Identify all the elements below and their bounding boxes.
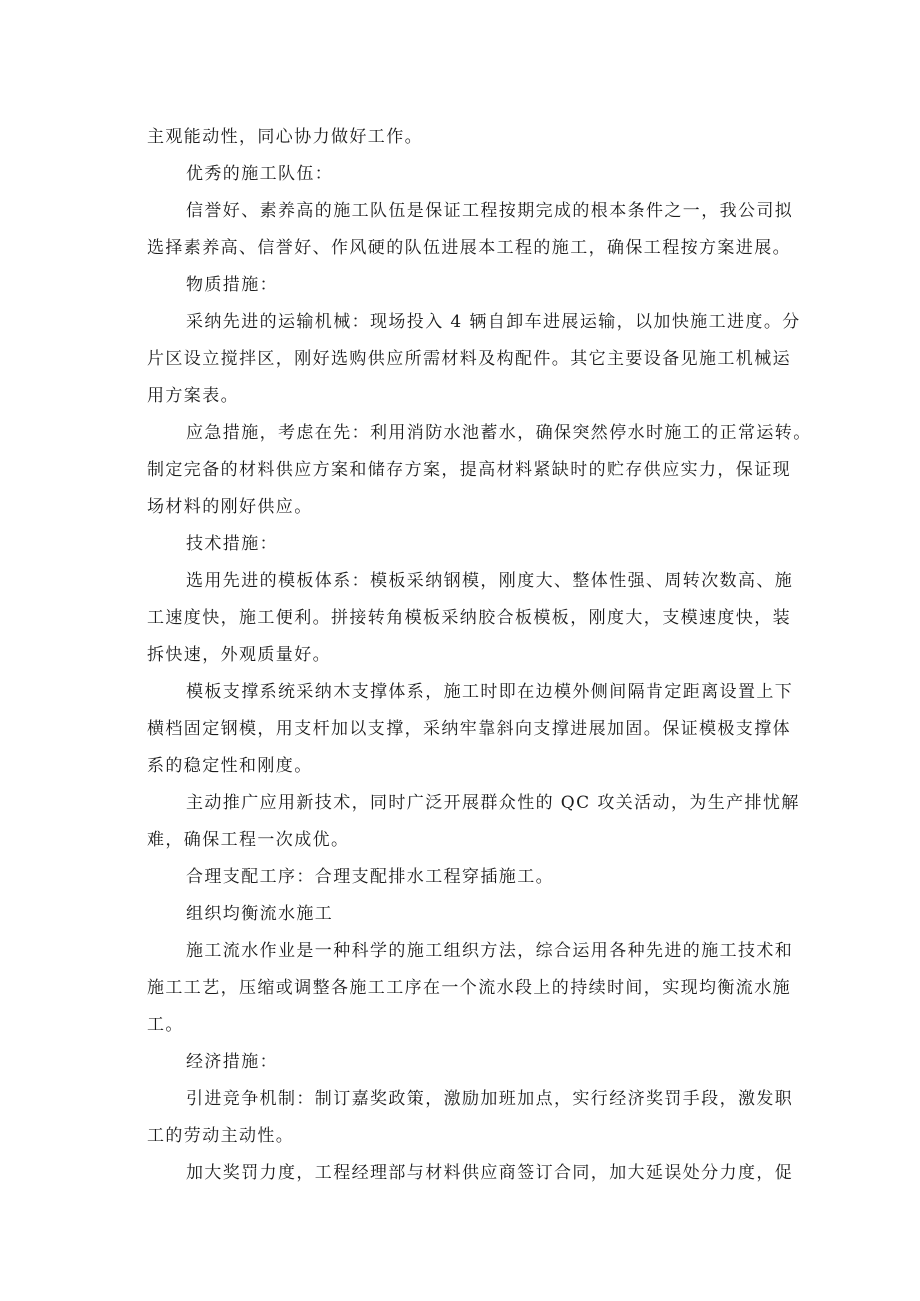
text-line: 难，确保工程一次成优。 — [147, 830, 350, 850]
section-heading: 经济措施： — [186, 1052, 278, 1072]
text-line: 横档固定钢模，用支杆加以支撑，采纳牢靠斜向支撑进展加固。保证模极支撑体 — [147, 719, 791, 739]
text-line: 引进竞争机制：制订嘉奖政策，激励加班加点，实行经济奖罚手段，激发职 — [186, 1089, 794, 1109]
text-line: 施工流水作业是一种科学的施工组织方法，综合运用各种先进的施工技术和 — [186, 941, 794, 961]
text-line: 选用先进的模板体系：模板采纳钢模，刚度大、整体性强、周转次数高、施 — [186, 571, 794, 591]
text-line: 主动推广应用新技术，同时广泛开展群众性的 QC 攻关活动，为生产排忧解 — [186, 793, 800, 813]
text-line: 场材料的刚好供应。 — [147, 497, 313, 517]
text-line: 片区设立搅拌区，刚好选购供应所需材料及构配件。其它主要设备见施工机械运 — [147, 349, 791, 369]
text-line: 工。 — [147, 1015, 184, 1035]
text-line: 应急措施，考虑在先：利用消防水池蓄水，确保突然停水时施工的正常运转。 — [186, 423, 812, 443]
text-line: 加大奖罚力度，工程经理部与材料供应商签订合同，加大延误处分力度，促 — [186, 1163, 794, 1183]
section-heading: 优秀的施工队伍： — [186, 164, 334, 184]
text-line: 制定完备的材料供应方案和储存方案，提高材料紧缺时的贮存供应实力，保证现 — [147, 460, 791, 480]
section-heading: 技术措施： — [186, 534, 278, 554]
section-heading: 物质措施： — [186, 275, 278, 295]
text-line: 主观能动性，同心协力做好工作。 — [147, 127, 423, 147]
text-line: 选择素养高、信誉好、作风硬的队伍进展本工程的施工，确保工程按方案进展。 — [147, 238, 791, 258]
text-line: 信誉好、素养高的施工队伍是保证工程按期完成的根本条件之一，我公司拟 — [186, 201, 794, 221]
text-line: 工的劳动主动性。 — [147, 1126, 295, 1146]
text-line: 工速度快，施工便利。拼接转角模板采纳胶合板模板，刚度大，支模速度快，装 — [147, 608, 791, 628]
text-line: 用方案表。 — [147, 386, 239, 406]
text-line: 采纳先进的运输机械：现场投入 4 辆自卸车进展运输，以加快施工进度。分 — [186, 312, 801, 332]
section-heading: 组织均衡流水施工 — [186, 904, 334, 924]
text-line: 施工工艺，压缩或调整各施工工序在一个流水段上的持续时间，实现均衡流水施 — [147, 978, 791, 998]
text-line: 系的稳定性和刚度。 — [147, 756, 313, 776]
text-line: 合理支配工序：合理支配排水工程穿插施工。 — [186, 867, 554, 887]
text-line: 拆快速，外观质量好。 — [147, 645, 331, 665]
text-line: 模板支撑系统采纳木支撑体系，施工时即在边模外侧间隔肯定距离设置上下 — [186, 682, 794, 702]
